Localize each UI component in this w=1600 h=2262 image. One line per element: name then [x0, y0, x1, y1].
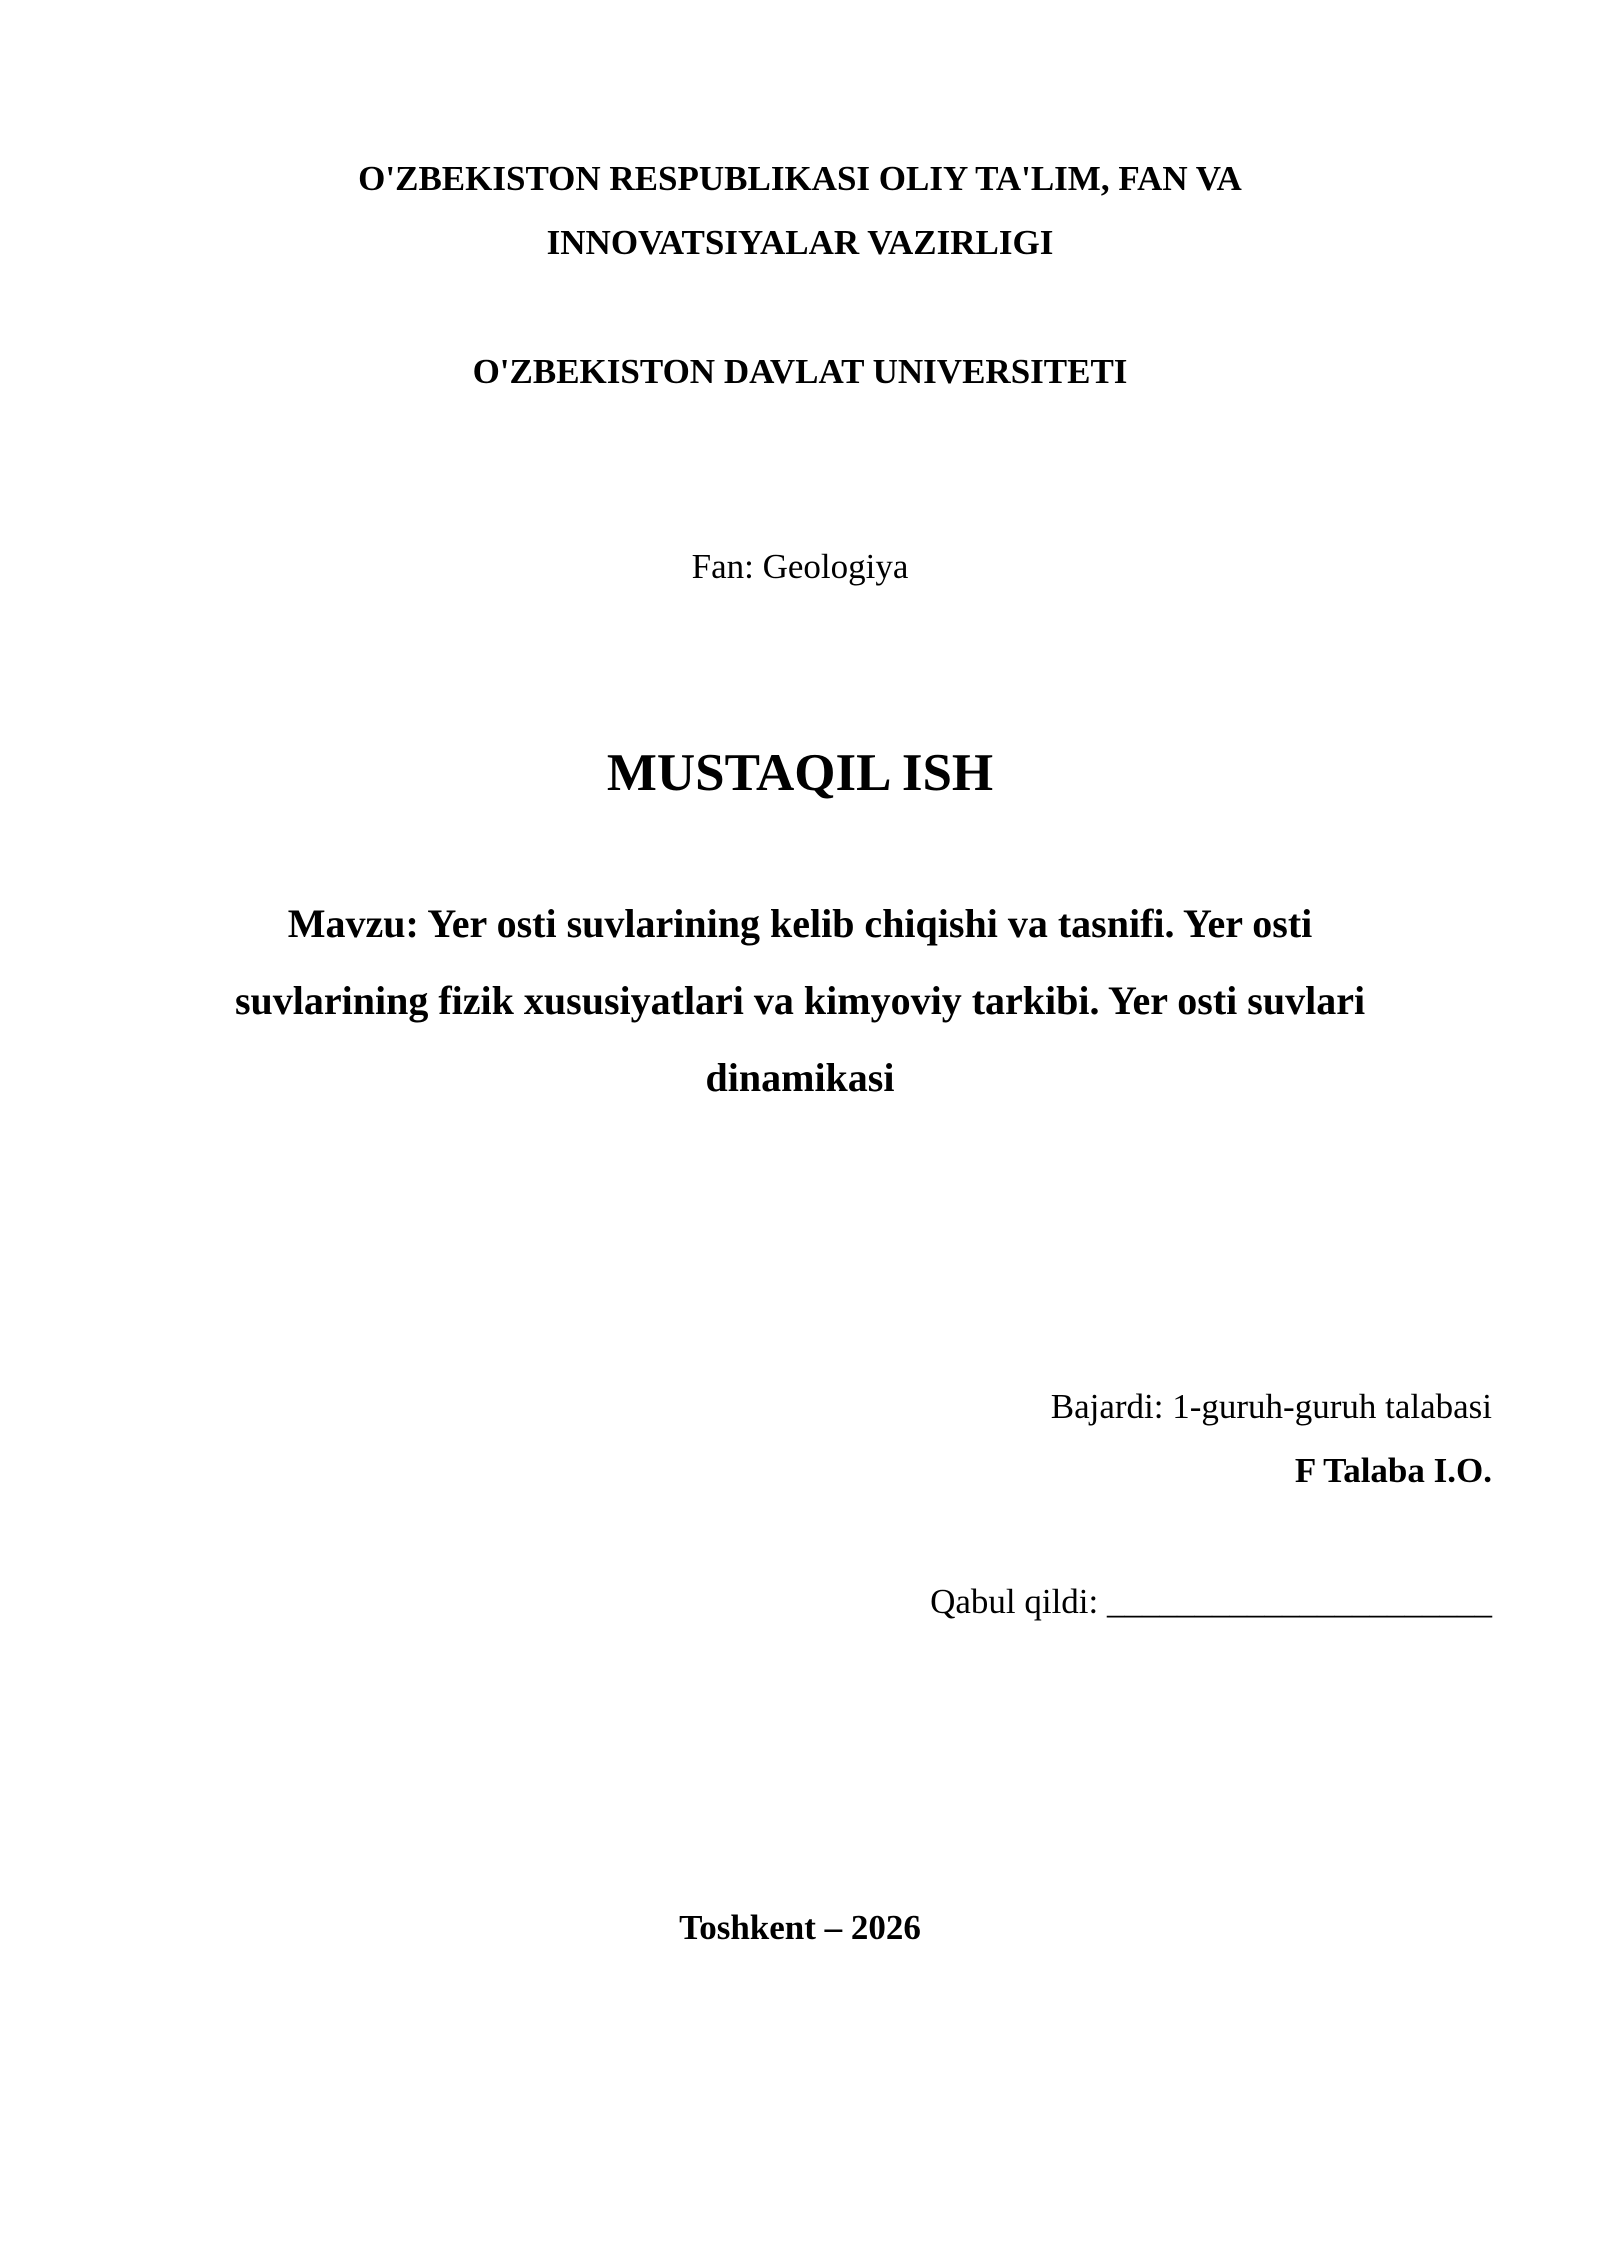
subject-line: Fan: Geologiya [691, 547, 909, 586]
receiver-line: Qabul qildi: ______________________ [930, 1582, 1492, 1621]
university-name: O'ZBEKISTON DAVLAT UNIVERSITETI [472, 352, 1128, 391]
student-name: F Talaba I.O. [1294, 1451, 1492, 1490]
topic-text: Mavzu: Yer osti suvlarining kelib chiqishi va tasnifi. Yer osti suvlarining fizik xususiyatlari va kimyoviy tarkibi. Yer osti suvlari dinamikasi [234, 901, 1366, 1100]
ministry-heading [0, 147, 1600, 275]
document-type-title: MUSTAQIL ISH [606, 744, 994, 802]
performer-line: Bajardi: 1-guruh-guruh talabasi [1050, 1387, 1492, 1426]
ministry-heading-line-2: INNOVATSIYALAR VAZIRLIGI [546, 223, 1054, 262]
ministry-heading-line-1: O'ZBEKISTON RESPUBLIKASI OLIY TA'LIM, FAN VA [358, 159, 1242, 198]
place-year: Toshkent – 2026 [679, 1908, 921, 1947]
